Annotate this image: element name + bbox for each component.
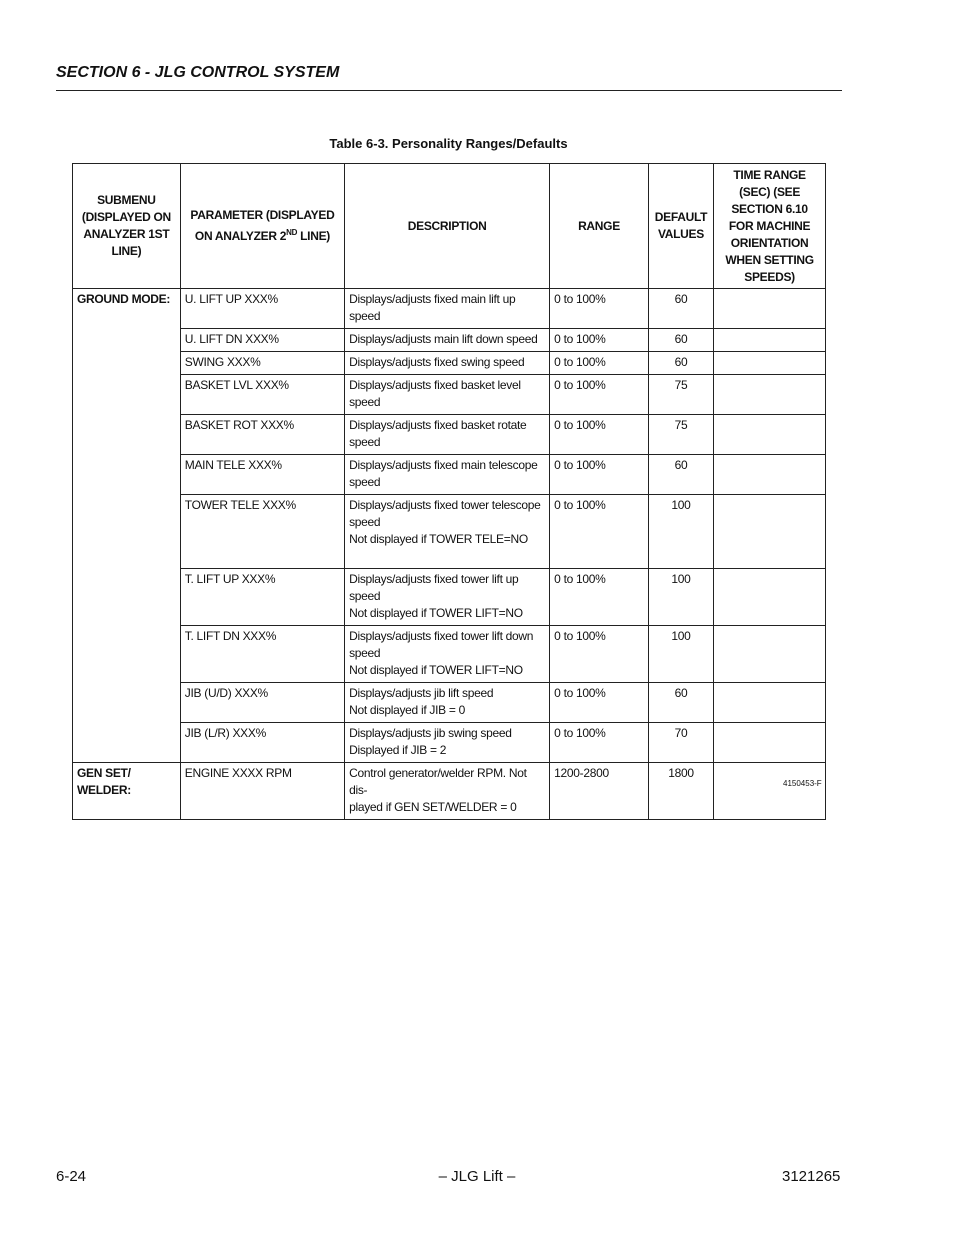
col-header-time-range: TIME RANGE (SEC) (SEE SECTION 6.10 FOR MACHINE ORIENTATION WHEN SETTING SPEEDS) — [714, 164, 826, 289]
description-line: Control generator/welder RPM. Not dis- — [349, 766, 527, 797]
default-value-cell: 75 — [648, 375, 713, 415]
description-line: Displays/adjusts jib swing speed — [349, 726, 512, 740]
col-header-default: DEFAULT VALUES — [648, 164, 713, 289]
range-cell: 0 to 100% — [550, 329, 649, 352]
parameter-cell: T. LIFT UP XXX% — [180, 569, 344, 626]
description-line: Displays/adjusts fixed basket rotate — [349, 418, 527, 432]
default-value-cell: 60 — [648, 455, 713, 495]
time-range-cell — [714, 626, 826, 683]
description-cell — [345, 495, 550, 569]
table-row — [73, 569, 826, 626]
description-line: Displays/adjusts main lift down speed — [349, 332, 538, 346]
description-line: Not displayed if TOWER TELE=NO — [349, 532, 528, 546]
col-header-description: DESCRIPTION — [345, 164, 550, 289]
description-line: Displays/adjusts fixed main lift up speed — [349, 292, 516, 323]
parameter-cell: JIB (L/R) XXX% — [180, 723, 344, 763]
description-cell — [345, 289, 550, 329]
description-line: Not displayed if TOWER LIFT=NO — [349, 606, 523, 620]
description-cell — [345, 352, 550, 375]
description-line: speed — [349, 395, 381, 409]
description-line: speed — [349, 475, 381, 489]
description-line: Displays/adjusts fixed swing speed — [349, 355, 525, 369]
table-body — [73, 289, 826, 820]
default-value-cell: 70 — [648, 723, 713, 763]
time-range-cell — [714, 455, 826, 495]
table-header-row — [73, 164, 826, 289]
section-title: SECTION 6 - JLG CONTROL SYSTEM — [56, 64, 340, 81]
range-cell: 0 to 100% — [550, 455, 649, 495]
description-cell — [345, 455, 550, 495]
table-row — [73, 352, 826, 375]
description-cell — [345, 415, 550, 455]
description-line: speed — [349, 589, 381, 603]
col-header-submenu: SUBMENU (DISPLAYED ON ANALYZER 1ST LINE) — [73, 164, 181, 289]
time-range-cell — [714, 683, 826, 723]
time-range-cell — [714, 495, 826, 569]
default-value-cell: 60 — [648, 352, 713, 375]
range-cell: 1200-2800 — [550, 763, 649, 820]
description-line: Displays/adjusts fixed tower telescope — [349, 498, 541, 512]
description-cell — [345, 723, 550, 763]
range-cell: 0 to 100% — [550, 415, 649, 455]
parameter-cell: U. LIFT DN XXX% — [180, 329, 344, 352]
col-header-parameter — [180, 164, 344, 289]
table-caption: Table 6-3. Personality Ranges/Defaults — [329, 136, 568, 151]
parameter-cell: MAIN TELE XXX% — [180, 455, 344, 495]
description-line: Displays/adjusts fixed tower lift down — [349, 629, 534, 643]
time-range-cell — [714, 352, 826, 375]
parameter-cell: BASKET LVL XXX% — [180, 375, 344, 415]
parameter-cell: ENGINE XXXX RPM — [180, 763, 344, 820]
default-value-cell: 1800 — [648, 763, 713, 820]
parameter-header-superscript: ND — [286, 228, 298, 237]
figure-id: 4150453-F — [783, 779, 822, 788]
table-row — [73, 415, 826, 455]
description-line: Not displayed if JIB = 0 — [349, 703, 465, 717]
description-line: played if GEN SET/WELDER = 0 — [349, 800, 517, 814]
description-line: Displays/adjusts fixed basket level — [349, 378, 521, 392]
table-row — [73, 375, 826, 415]
table-row — [73, 723, 826, 763]
parameter-cell: BASKET ROT XXX% — [180, 415, 344, 455]
description-line: Not displayed if TOWER LIFT=NO — [349, 663, 523, 677]
personality-table — [72, 163, 826, 820]
footer-center: – JLG Lift – — [438, 1168, 516, 1185]
parameter-header-suffix: LINE) — [297, 229, 330, 243]
description-line: speed — [349, 646, 381, 660]
description-cell — [345, 683, 550, 723]
time-range-cell — [714, 415, 826, 455]
description-cell — [345, 763, 550, 820]
range-cell: 0 to 100% — [550, 569, 649, 626]
range-cell: 0 to 100% — [550, 352, 649, 375]
default-value-cell: 60 — [648, 289, 713, 329]
parameter-cell: TOWER TELE XXX% — [180, 495, 344, 569]
default-value-cell: 75 — [648, 415, 713, 455]
description-cell — [345, 375, 550, 415]
time-range-cell — [714, 375, 826, 415]
range-cell: 0 to 100% — [550, 375, 649, 415]
doc-number: 3121265 — [782, 1168, 841, 1185]
description-line: Displays/adjusts jib lift speed — [349, 686, 494, 700]
description-cell — [345, 626, 550, 683]
table-row — [73, 289, 826, 329]
default-value-cell: 100 — [648, 626, 713, 683]
default-value-cell: 100 — [648, 495, 713, 569]
description-cell — [345, 329, 550, 352]
description-cell — [345, 569, 550, 626]
range-cell: 0 to 100% — [550, 495, 649, 569]
description-line: Displayed if JIB = 2 — [349, 743, 447, 757]
parameter-cell: SWING XXX% — [180, 352, 344, 375]
description-line: Displays/adjusts fixed tower lift up — [349, 572, 519, 586]
table-row — [73, 329, 826, 352]
range-cell: 0 to 100% — [550, 626, 649, 683]
description-line: speed — [349, 515, 381, 529]
table-row — [73, 763, 826, 820]
time-range-cell — [714, 569, 826, 626]
table-row — [73, 495, 826, 569]
default-value-cell: 60 — [648, 683, 713, 723]
table-row — [73, 683, 826, 723]
table-row — [73, 455, 826, 495]
default-value-cell: 100 — [648, 569, 713, 626]
table-row — [73, 626, 826, 683]
section-header — [56, 64, 842, 91]
submenu-cell: GEN SET/ WELDER: — [73, 763, 181, 820]
range-cell: 0 to 100% — [550, 723, 649, 763]
submenu-cell: GROUND MODE: — [73, 289, 181, 763]
time-range-cell — [714, 329, 826, 352]
time-range-cell — [714, 763, 826, 820]
description-line: speed — [349, 435, 381, 449]
default-value-cell: 60 — [648, 329, 713, 352]
page-number: 6-24 — [56, 1168, 87, 1185]
col-header-range: RANGE — [550, 164, 649, 289]
time-range-cell — [714, 289, 826, 329]
range-cell: 0 to 100% — [550, 289, 649, 329]
time-range-cell — [714, 723, 826, 763]
parameter-cell: U. LIFT UP XXX% — [180, 289, 344, 329]
parameter-header-text: PARAMETER (DISPLAYED ON ANALYZER 2 — [190, 208, 335, 243]
range-cell: 0 to 100% — [550, 683, 649, 723]
parameter-cell: T. LIFT DN XXX% — [180, 626, 344, 683]
description-line: Displays/adjusts fixed main telescope — [349, 458, 538, 472]
parameter-cell: JIB (U/D) XXX% — [180, 683, 344, 723]
